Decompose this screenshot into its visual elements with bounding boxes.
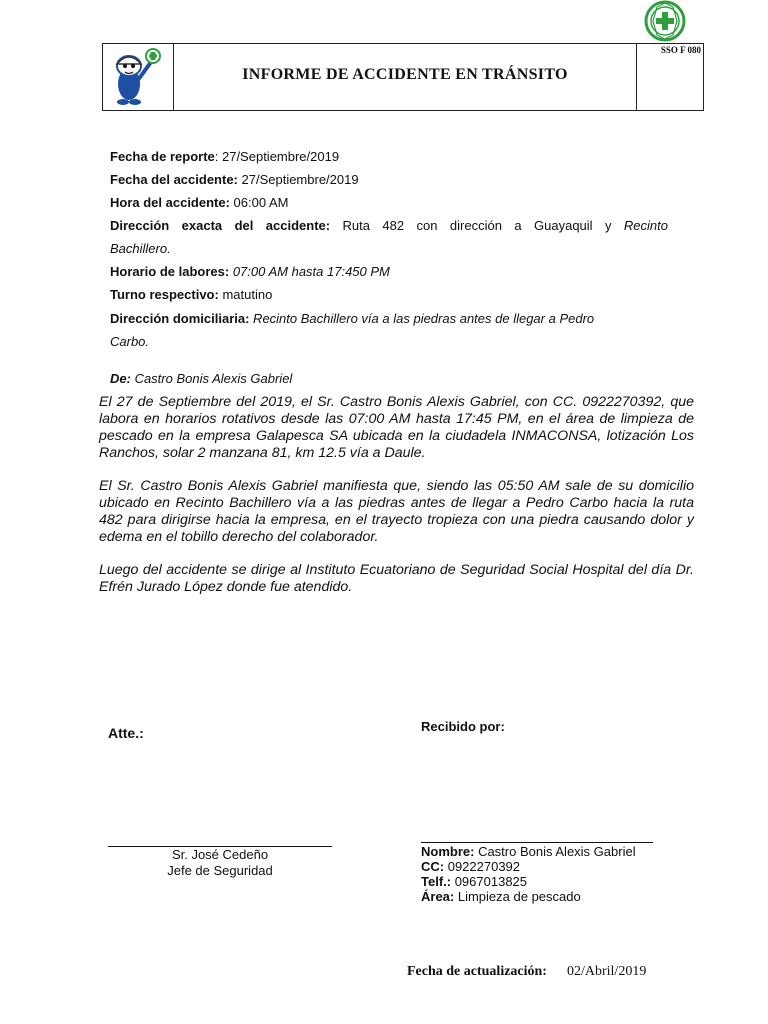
mascot-logo-icon — [103, 44, 173, 110]
document-header — [102, 43, 704, 111]
label-domicilio: Dirección domiciliaria: — [110, 311, 250, 326]
footer-update-date — [407, 964, 646, 980]
logo-cell — [103, 44, 174, 110]
value-horario: 07:00 AM hasta 17:450 PM — [229, 264, 390, 279]
right-signature-line — [421, 842, 653, 843]
field-hora-accidente — [110, 191, 668, 214]
recibido-label: Recibido por: — [421, 719, 505, 734]
value-domicilio: Recinto Bachillero vía a las piedras antes de llegar a Pedro — [249, 311, 595, 326]
green-cross-seal-icon — [636, 0, 694, 42]
value-turno: matutino — [218, 287, 273, 302]
label-cc: CC: — [421, 859, 445, 874]
recipient-telf — [421, 874, 527, 890]
field-domicilio-cont — [110, 330, 668, 353]
paragraph-2: El Sr. Castro Bonis Alexis Gabriel manifiesta que, siendo las 05:50 AM sale de su domicilio ubicado en Recinto Bachillero vía a las piedras antes de llegar a Pedro Carbo hacia la ruta 482 para dirigirse hacia la empresa, en el trayecto tropieza con una piedra causando dolor y edema en el tobillo derecho del colaborador. — [99, 478, 694, 545]
footer-value: 02/Abril/2019 — [566, 964, 647, 979]
field-fecha-reporte — [110, 145, 668, 168]
field-direccion-accidente-cont — [110, 237, 668, 260]
page-title: INFORME DE ACCIDENTE EN TRÁNSITO — [242, 66, 568, 83]
code-cell — [636, 44, 703, 110]
value-telf: 0967013825 — [451, 874, 528, 889]
value-fecha-accidente: 27/Septiembre/2019 — [237, 172, 359, 187]
value-fecha-reporte: : 27/Septiembre/2019 — [214, 149, 340, 164]
field-horario-labores — [110, 260, 668, 283]
label-telf: Telf.: — [421, 874, 452, 889]
value-direccion: Ruta 482 con dirección a Guayaquil y — [330, 218, 624, 233]
value-domicilio-cont: Carbo. — [110, 334, 150, 349]
label-de: De: — [110, 371, 131, 386]
field-fecha-accidente — [110, 168, 668, 191]
left-signer-name: Sr. José Cedeño — [171, 847, 269, 862]
field-domicilio — [110, 307, 668, 330]
paragraph-3: Luego del accidente se dirige al Instituto Ecuatoriano de Seguridad Social Hospital del día Dr. Efrén Jurado López donde fue atendido. — [99, 562, 694, 595]
field-de — [110, 367, 668, 390]
field-turno — [110, 283, 668, 306]
recipient-cc — [421, 859, 520, 875]
label-direccion: Dirección exacta del accidente: — [110, 218, 331, 233]
label-fecha-accidente: Fecha del accidente: — [110, 172, 238, 187]
label-nombre: Nombre: — [421, 844, 475, 859]
value-direccion-recinto: Recinto — [623, 218, 668, 233]
left-signer-role: Jefe de Seguridad — [167, 863, 273, 878]
label-area: Área: — [421, 889, 455, 904]
paragraph-1: El 27 de Septiembre del 2019, el Sr. Castro Bonis Alexis Gabriel, con CC. 0922270392, que labora en horarios rotativos desde las 07:00 AM hasta 17:45 PM, en el área de limpieza de pescado en la empresa Galapesca SA ubicada en la ciudadela INMACONSA, lotización Los Ranchos, solar 2 manzana 81, km 12.5 vía a Daule. — [99, 394, 694, 461]
field-direccion-accidente — [110, 214, 668, 237]
recipient-area — [421, 889, 581, 905]
document-code: SSO F 080 — [660, 45, 701, 55]
value-hora-accidente: 06:00 AM — [229, 195, 289, 210]
value-nombre: Castro Bonis Alexis Gabriel — [474, 844, 636, 859]
value-de: Castro Bonis Alexis Gabriel — [130, 371, 293, 386]
value-direccion-bachillero: Bachillero. — [110, 241, 171, 256]
recipient-nombre — [421, 844, 636, 860]
value-area: Limpieza de pescado — [454, 889, 581, 904]
label-horario: Horario de labores: — [110, 264, 230, 279]
label-turno: Turno respectivo: — [110, 287, 219, 302]
atte-label: Atte.: — [108, 725, 144, 741]
label-hora-accidente: Hora del accidente: — [110, 195, 230, 210]
label-fecha-reporte: Fecha de reporte — [110, 149, 215, 164]
value-cc: 0922270392 — [444, 859, 521, 874]
footer-label: Fecha de actualización: — [407, 964, 547, 979]
